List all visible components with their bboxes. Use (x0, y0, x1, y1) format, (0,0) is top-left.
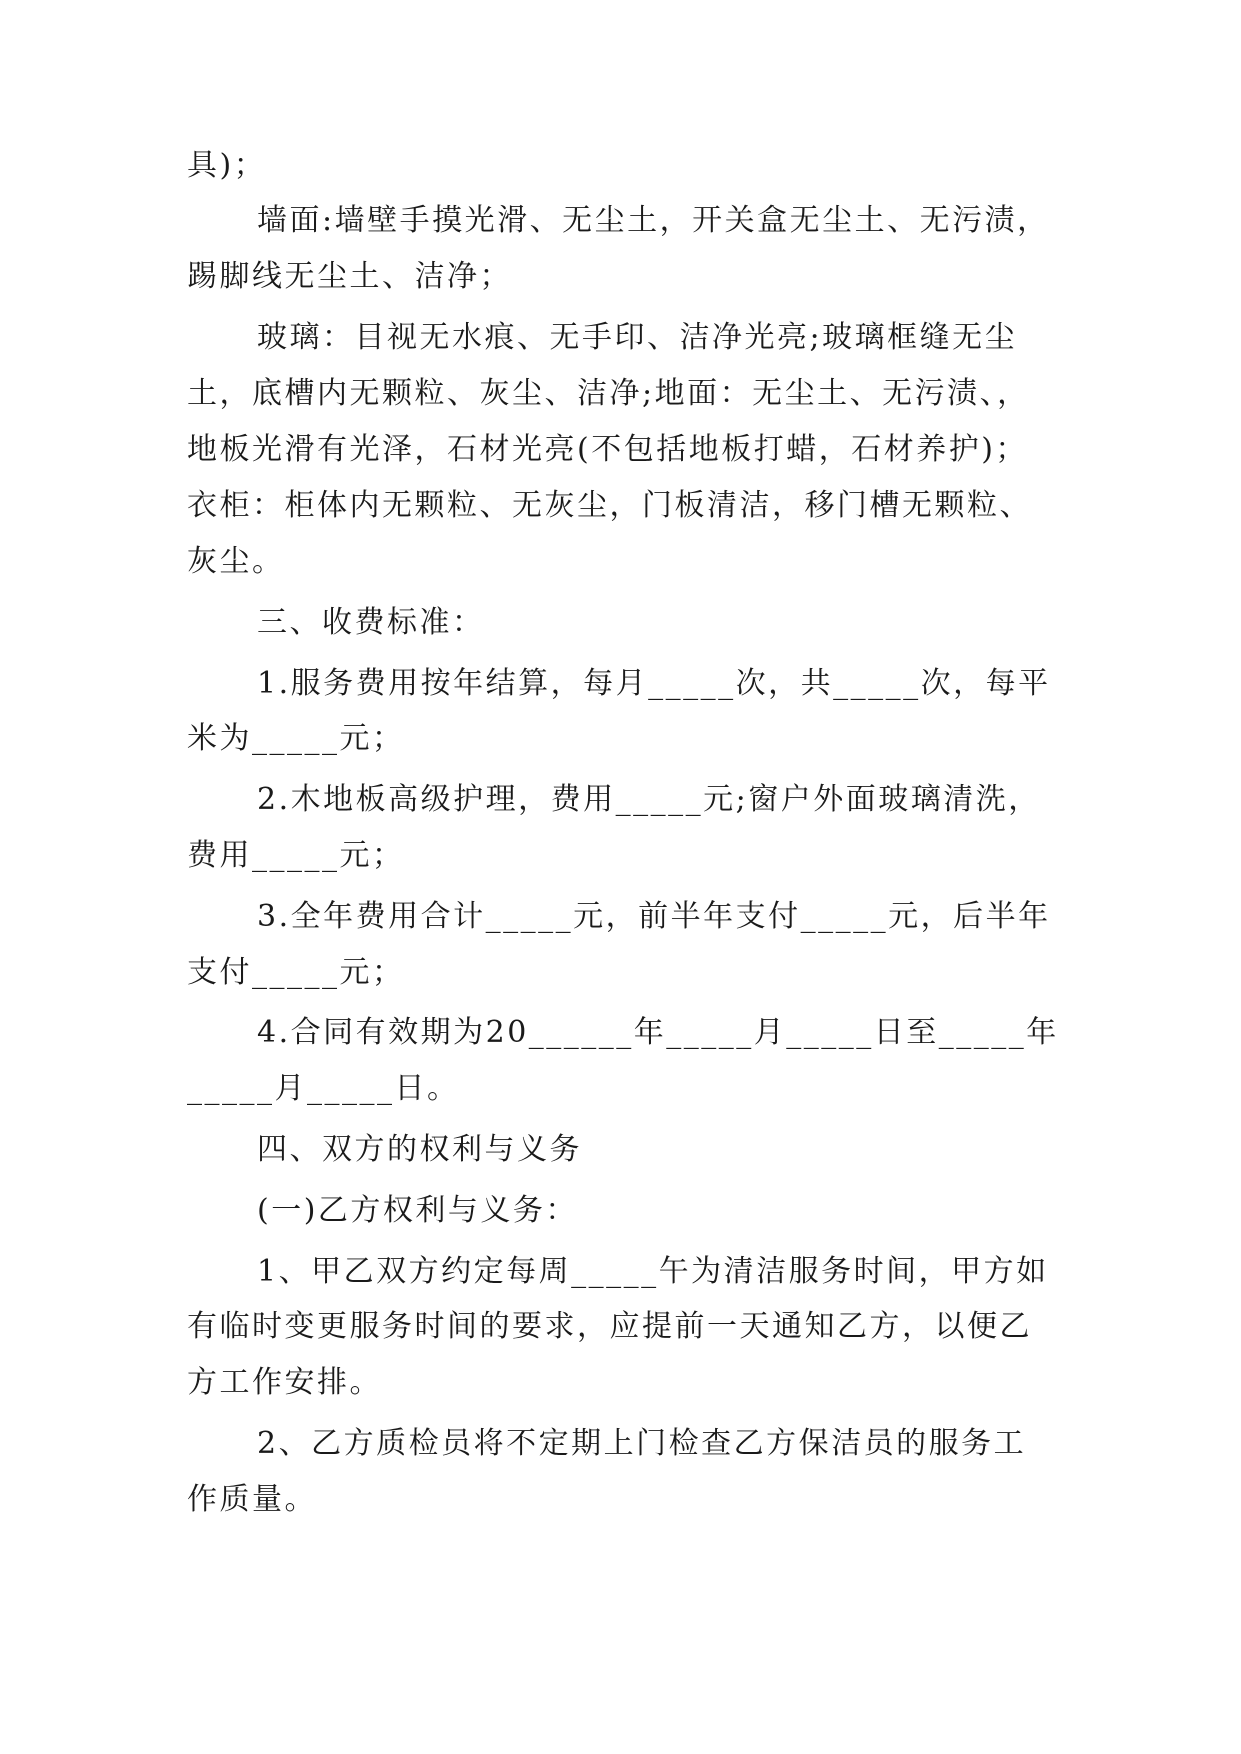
text-line: 具)； (187, 148, 267, 183)
text-line: _____月_____日。 (187, 1071, 460, 1106)
text-line: 灰尘。 (187, 544, 285, 579)
text-line: 3.全年费用合计_____元，前半年支付_____元，后半年 (257, 899, 1051, 934)
text-line: 支付_____元； (187, 955, 405, 990)
text-line: 作质量。 (187, 1482, 317, 1517)
text-line: 地板光滑有光泽，石材光亮(不包括地板打蜡，石材养护)； (187, 432, 1028, 467)
text-line: 方工作安排。 (187, 1365, 382, 1400)
text-line: 土，底槽内无颗粒、灰尘、洁净;地面：无尘土、无污渍、， (187, 376, 1030, 411)
text-line: 衣柜：柜体内无颗粒、无灰尘，门板清洁，移门槽无颗粒、 (187, 488, 1032, 523)
section-heading: 四、双方的权利与义务 (257, 1132, 582, 1167)
text-line: 1.服务费用按年结算，每月_____次，共_____次，每平 (257, 666, 1051, 701)
text-line: 费用_____元； (187, 838, 405, 873)
text-line: 2.木地板高级护理，费用_____元;窗户外面玻璃清洗， (257, 782, 1041, 817)
text-line: 1、甲乙双方约定每周_____午为清洁服务时间，甲方如 (257, 1254, 1049, 1289)
text-line: 2、乙方质检员将不定期上门检查乙方保洁员的服务工 (257, 1426, 1027, 1461)
text-line: 墙面:墙壁手摸光滑、无尘土，开关盒无尘土、无污渍， (257, 203, 1050, 238)
text-line: 米为_____元； (187, 721, 405, 756)
text-line: 有临时变更服务时间的要求，应提前一天通知乙方，以便乙 (187, 1309, 1032, 1344)
text-line: 玻璃：目视无水痕、无手印、洁净光亮;玻璃框缝无尘 (257, 320, 1018, 355)
text-line: 踢脚线无尘土、洁净； (187, 259, 512, 294)
section-heading: 三、收费标准： (257, 605, 485, 640)
subsection-heading: (一)乙方权利与义务： (257, 1193, 578, 1228)
text-line: 4.合同有效期为20______年_____月_____日至_____年 (257, 1015, 1059, 1050)
